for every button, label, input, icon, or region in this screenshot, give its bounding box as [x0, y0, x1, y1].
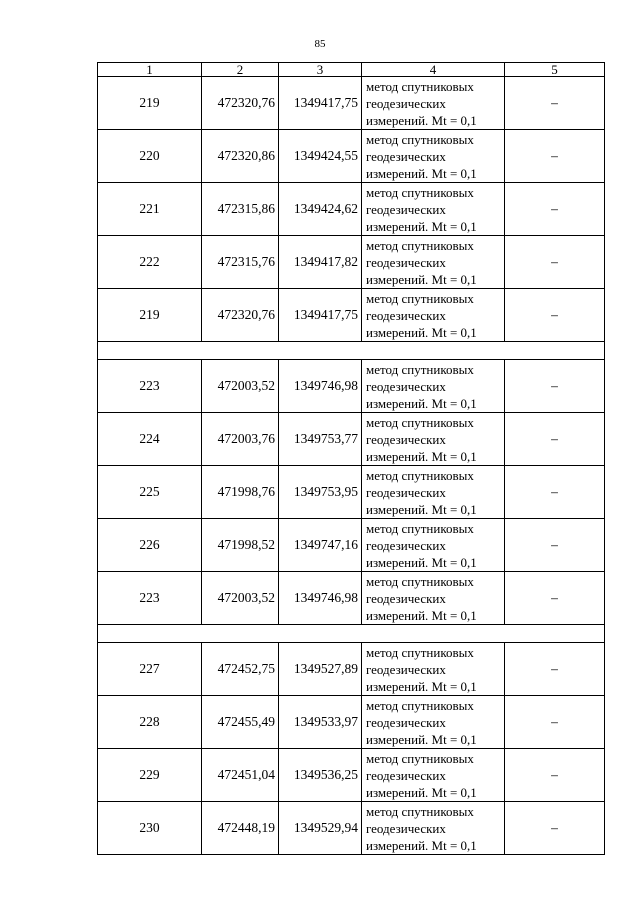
x-coordinate-cell: 472448,19	[202, 802, 279, 855]
y-coordinate-cell: 1349424,55	[279, 130, 362, 183]
group-separator-cell	[98, 625, 605, 643]
table-row	[98, 466, 605, 519]
method-text-line: геодезических	[366, 95, 446, 111]
x-coordinate-cell: 472320,76	[202, 289, 279, 342]
x-coordinate-cell: 472315,86	[202, 183, 279, 236]
method-cell	[362, 360, 505, 413]
point-number-cell: 225	[98, 466, 202, 519]
point-number-cell: 223	[98, 360, 202, 413]
method-text-line: метод спутниковых	[366, 237, 474, 253]
x-coordinate-cell: 471998,52	[202, 519, 279, 572]
method-text-line: измерений. Mt = 0,1	[366, 395, 477, 411]
note-cell: –	[505, 289, 605, 342]
y-coordinate-cell: 1349746,98	[279, 360, 362, 413]
y-coordinate-cell: 1349746,98	[279, 572, 362, 625]
method-text-line: геодезических	[366, 148, 446, 164]
method-text-line: метод спутниковых	[366, 131, 474, 147]
method-text-line: метод спутниковых	[366, 750, 474, 766]
method-text-line: геодезических	[366, 254, 446, 270]
method-cell	[362, 696, 505, 749]
point-number-cell: 221	[98, 183, 202, 236]
method-cell	[362, 643, 505, 696]
method-cell	[362, 519, 505, 572]
header-col-5: 5	[505, 63, 605, 77]
table-row	[98, 572, 605, 625]
note-cell: –	[505, 466, 605, 519]
group-separator-row	[98, 342, 605, 360]
page-number: 85	[314, 38, 326, 50]
method-text-line: измерений. Mt = 0,1	[366, 784, 477, 800]
note-cell: –	[505, 643, 605, 696]
coordinates-table	[97, 62, 605, 855]
y-coordinate-cell: 1349417,75	[279, 289, 362, 342]
table-row	[98, 236, 605, 289]
header-row	[98, 63, 605, 77]
note-cell: –	[505, 236, 605, 289]
method-text-line: метод спутниковых	[366, 573, 474, 589]
method-cell	[362, 236, 505, 289]
method-text-line: метод спутниковых	[366, 467, 474, 483]
method-text-line: геодезических	[366, 590, 446, 606]
method-text-line: измерений. Mt = 0,1	[366, 554, 477, 570]
method-cell	[362, 466, 505, 519]
method-cell	[362, 183, 505, 236]
header-col-1: 1	[98, 63, 202, 77]
table-row	[98, 130, 605, 183]
x-coordinate-cell: 472003,52	[202, 572, 279, 625]
method-text-line: геодезических	[366, 484, 446, 500]
note-cell: –	[505, 183, 605, 236]
point-number-cell: 228	[98, 696, 202, 749]
method-text-line: метод спутниковых	[366, 520, 474, 536]
point-number-cell: 219	[98, 289, 202, 342]
method-text-line: геодезических	[366, 378, 446, 394]
note-cell: –	[505, 77, 605, 130]
x-coordinate-cell: 472003,76	[202, 413, 279, 466]
y-coordinate-cell: 1349417,82	[279, 236, 362, 289]
table-row	[98, 413, 605, 466]
method-cell	[362, 802, 505, 855]
x-coordinate-cell: 471998,76	[202, 466, 279, 519]
header-col-4: 4	[362, 63, 505, 77]
y-coordinate-cell: 1349527,89	[279, 643, 362, 696]
y-coordinate-cell: 1349529,94	[279, 802, 362, 855]
table-row	[98, 696, 605, 749]
table-row	[98, 643, 605, 696]
table-row	[98, 519, 605, 572]
y-coordinate-cell: 1349753,77	[279, 413, 362, 466]
note-cell: –	[505, 572, 605, 625]
method-text-line: измерений. Mt = 0,1	[366, 837, 477, 853]
x-coordinate-cell: 472320,86	[202, 130, 279, 183]
method-text-line: метод спутниковых	[366, 78, 474, 94]
method-text-line: геодезических	[366, 820, 446, 836]
method-text-line: измерений. Mt = 0,1	[366, 607, 477, 623]
method-text-line: измерений. Mt = 0,1	[366, 218, 477, 234]
x-coordinate-cell: 472455,49	[202, 696, 279, 749]
method-text-line: измерений. Mt = 0,1	[366, 165, 477, 181]
table-row	[98, 360, 605, 413]
note-cell: –	[505, 802, 605, 855]
method-text-line: метод спутниковых	[366, 361, 474, 377]
method-text-line: измерений. Mt = 0,1	[366, 324, 477, 340]
method-cell	[362, 289, 505, 342]
method-cell	[362, 130, 505, 183]
point-number-cell: 220	[98, 130, 202, 183]
y-coordinate-cell: 1349747,16	[279, 519, 362, 572]
method-cell	[362, 572, 505, 625]
table-row	[98, 77, 605, 130]
coordinates-table-body	[98, 63, 605, 855]
y-coordinate-cell: 1349424,62	[279, 183, 362, 236]
x-coordinate-cell: 472003,52	[202, 360, 279, 413]
method-text-line: геодезических	[366, 431, 446, 447]
method-text-line: геодезических	[366, 307, 446, 323]
point-number-cell: 227	[98, 643, 202, 696]
table-row	[98, 183, 605, 236]
point-number-cell: 219	[98, 77, 202, 130]
method-cell	[362, 749, 505, 802]
method-cell	[362, 77, 505, 130]
method-text-line: измерений. Mt = 0,1	[366, 448, 477, 464]
method-text-line: измерений. Mt = 0,1	[366, 271, 477, 287]
y-coordinate-cell: 1349417,75	[279, 77, 362, 130]
x-coordinate-cell: 472451,04	[202, 749, 279, 802]
y-coordinate-cell: 1349536,25	[279, 749, 362, 802]
method-text-line: измерений. Mt = 0,1	[366, 112, 477, 128]
note-cell: –	[505, 130, 605, 183]
method-text-line: метод спутниковых	[366, 290, 474, 306]
method-text-line: геодезических	[366, 661, 446, 677]
point-number-cell: 224	[98, 413, 202, 466]
method-text-line: метод спутниковых	[366, 414, 474, 430]
point-number-cell: 229	[98, 749, 202, 802]
note-cell: –	[505, 519, 605, 572]
point-number-cell: 222	[98, 236, 202, 289]
method-text-line: геодезических	[366, 714, 446, 730]
method-cell	[362, 413, 505, 466]
table-row	[98, 289, 605, 342]
group-separator-cell	[98, 342, 605, 360]
method-text-line: геодезических	[366, 201, 446, 217]
note-cell: –	[505, 749, 605, 802]
note-cell: –	[505, 696, 605, 749]
point-number-cell: 230	[98, 802, 202, 855]
method-text-line: метод спутниковых	[366, 697, 474, 713]
method-text-line: геодезических	[366, 767, 446, 783]
table-row	[98, 749, 605, 802]
x-coordinate-cell: 472452,75	[202, 643, 279, 696]
point-number-cell: 226	[98, 519, 202, 572]
method-text-line: метод спутниковых	[366, 644, 474, 660]
x-coordinate-cell: 472315,76	[202, 236, 279, 289]
method-text-line: геодезических	[366, 537, 446, 553]
method-text-line: измерений. Mt = 0,1	[366, 731, 477, 747]
method-text-line: метод спутниковых	[366, 803, 474, 819]
note-cell: –	[505, 413, 605, 466]
y-coordinate-cell: 1349533,97	[279, 696, 362, 749]
method-text-line: измерений. Mt = 0,1	[366, 678, 477, 694]
point-number-cell: 223	[98, 572, 202, 625]
x-coordinate-cell: 472320,76	[202, 77, 279, 130]
table-row	[98, 802, 605, 855]
note-cell: –	[505, 360, 605, 413]
method-text-line: метод спутниковых	[366, 184, 474, 200]
header-col-2: 2	[202, 63, 279, 77]
group-separator-row	[98, 625, 605, 643]
method-text-line: измерений. Mt = 0,1	[366, 501, 477, 517]
y-coordinate-cell: 1349753,95	[279, 466, 362, 519]
header-col-3: 3	[279, 63, 362, 77]
